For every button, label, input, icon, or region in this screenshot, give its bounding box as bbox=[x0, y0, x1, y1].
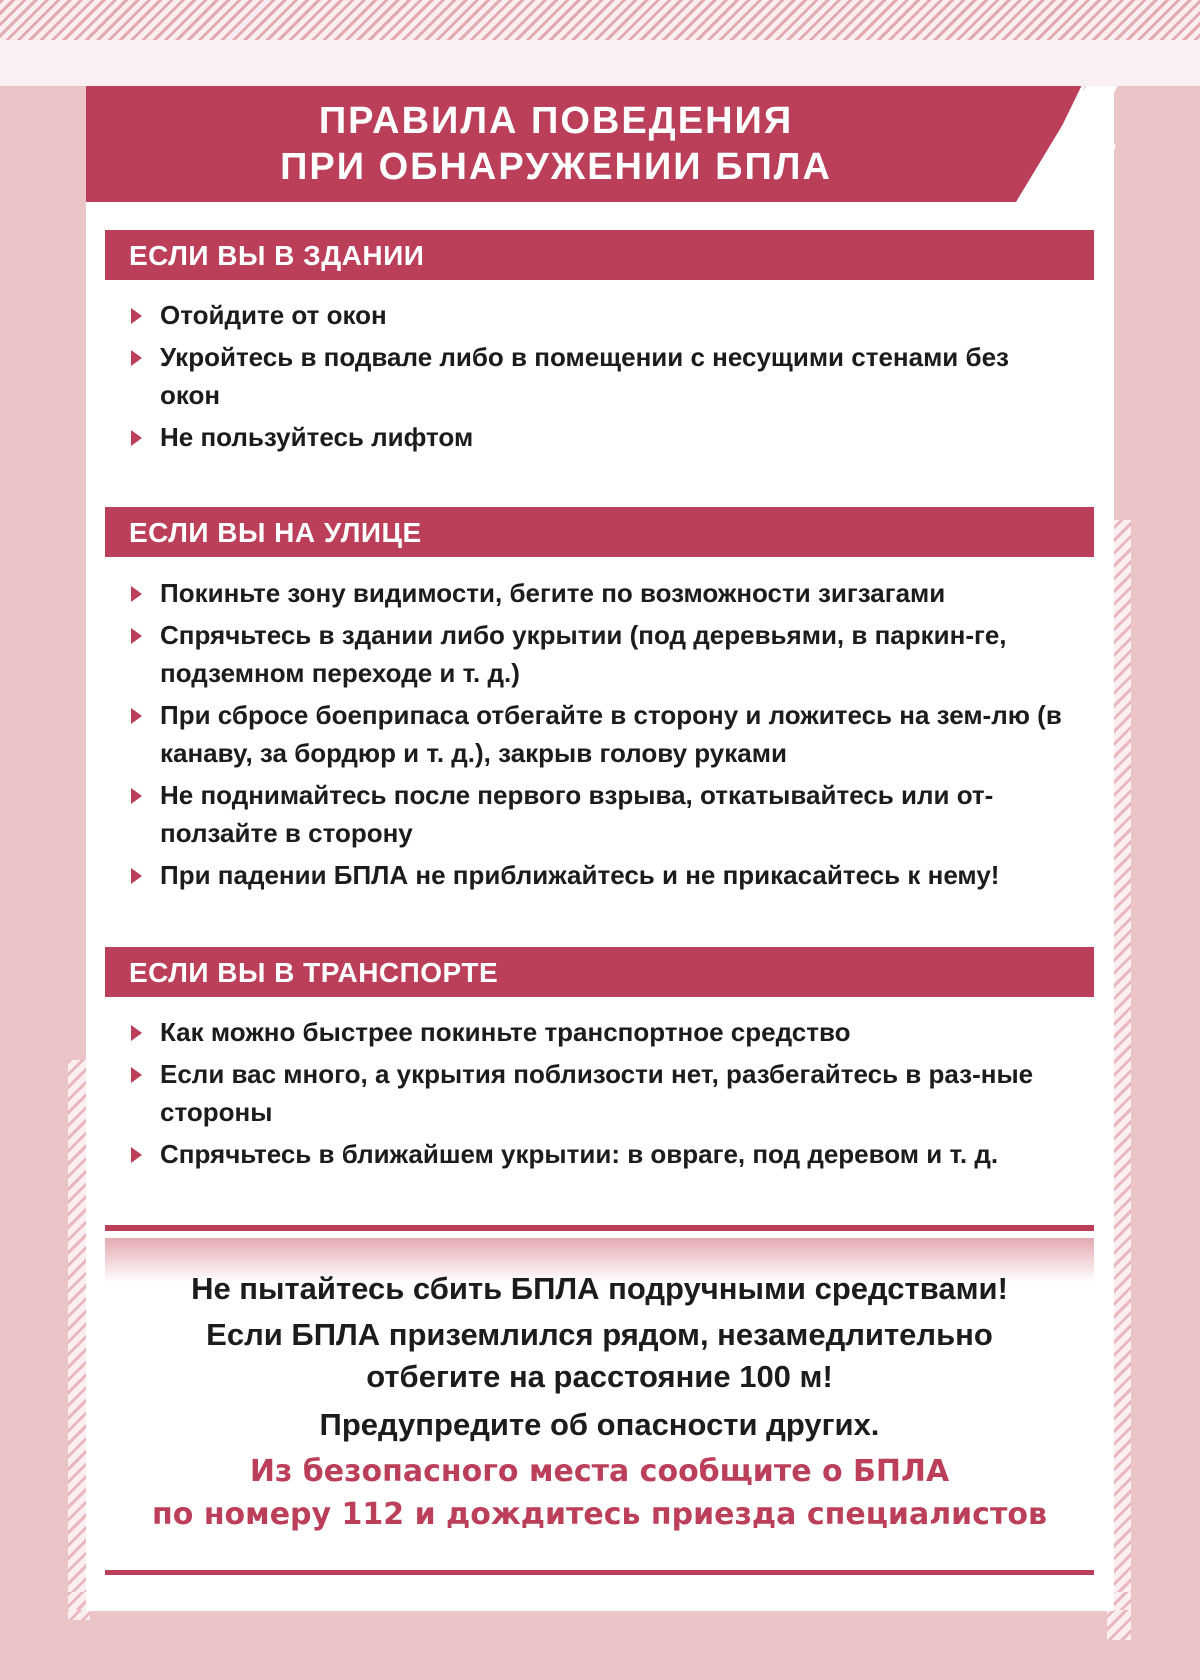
top-stripe-decoration bbox=[0, 0, 1200, 40]
building-rules-list bbox=[128, 296, 1068, 460]
section-title-street: ЕСЛИ ВЫ НА УЛИЦЕ bbox=[105, 507, 1094, 557]
list-item: Отойдите от окон bbox=[128, 296, 1068, 334]
section-title-transport: ЕСЛИ ВЫ В ТРАНСПОРТЕ bbox=[105, 947, 1094, 997]
notice-line-1: Не пытайтесь сбить БПЛА подручными средствами! bbox=[191, 1271, 1008, 1306]
bullet-arrow-icon bbox=[131, 708, 142, 724]
bullet-arrow-icon bbox=[131, 1025, 142, 1041]
list-item: Спрячьтесь в здании либо укрытии (под деревьями, в паркин-ге, подземном переходе и т. д.) bbox=[128, 616, 1088, 692]
notice-line-5: Из безопасного места сообщите о БПЛА bbox=[249, 1454, 950, 1489]
list-item: Если вас много, а укрытия поблизости нет, разбегайтесь в раз-ные стороны bbox=[128, 1055, 1088, 1131]
section-title-building: ЕСЛИ ВЫ В ЗДАНИИ bbox=[105, 230, 1094, 280]
notice-line-4: Предупредите об опасности других. bbox=[319, 1407, 880, 1442]
notice-line-3: отбегите на расстояние 100 м! bbox=[366, 1359, 833, 1394]
bullet-arrow-icon bbox=[131, 788, 142, 804]
bullet-arrow-icon bbox=[131, 1147, 142, 1163]
bullet-arrow-icon bbox=[131, 350, 142, 366]
bullet-arrow-icon bbox=[131, 308, 142, 324]
notice-bottom-rule bbox=[105, 1570, 1094, 1575]
list-item: Покиньте зону видимости, бегите по возможности зигзагами bbox=[128, 574, 1088, 612]
bullet-arrow-icon bbox=[131, 868, 142, 884]
list-item: Не поднимайтесь после первого взрыва, откатывайтесь или от-ползайте в сторону bbox=[128, 776, 1088, 852]
notice-top-rule bbox=[105, 1225, 1094, 1231]
list-item: При падении БПЛА не приближайтесь и не прикасайтесь к нему! bbox=[128, 856, 1088, 894]
list-item: Укройтесь в подвале либо в помещении с несущими стенами без окон bbox=[128, 338, 1068, 414]
notice-line-6: по номеру 112 и дождитесь приезда специалистов bbox=[152, 1497, 1047, 1532]
bullet-arrow-icon bbox=[131, 1067, 142, 1083]
list-item: Как можно быстрее покиньте транспортное средство bbox=[128, 1013, 1088, 1051]
notice-line-2: Если БПЛА приземлился рядом, незамедлительно bbox=[206, 1317, 993, 1352]
title-line-2: ПРИ ОБНАРУЖЕНИИ БПЛА bbox=[280, 146, 832, 188]
page-number: 4 bbox=[1090, 113, 1116, 165]
bullet-arrow-icon bbox=[131, 628, 142, 644]
top-band bbox=[0, 40, 1200, 86]
bullet-arrow-icon bbox=[131, 430, 142, 446]
list-item: Не пользуйтесь лифтом bbox=[128, 418, 1068, 456]
transport-rules-list bbox=[128, 1013, 1088, 1177]
title-line-1: ПРАВИЛА ПОВЕДЕНИЯ bbox=[318, 100, 794, 142]
bullet-arrow-icon bbox=[131, 586, 142, 602]
street-rules-list bbox=[128, 574, 1088, 898]
list-item: Спрячьтесь в ближайшем укрытии: в овраге, под деревом и т. д. bbox=[128, 1135, 1088, 1173]
list-item: При сбросе боеприпаса отбегайте в сторону и ложитесь на зем-лю (в канаву, за бордюр и т. д.), закрыв голову руками bbox=[128, 696, 1088, 772]
page-title bbox=[86, 98, 1086, 190]
